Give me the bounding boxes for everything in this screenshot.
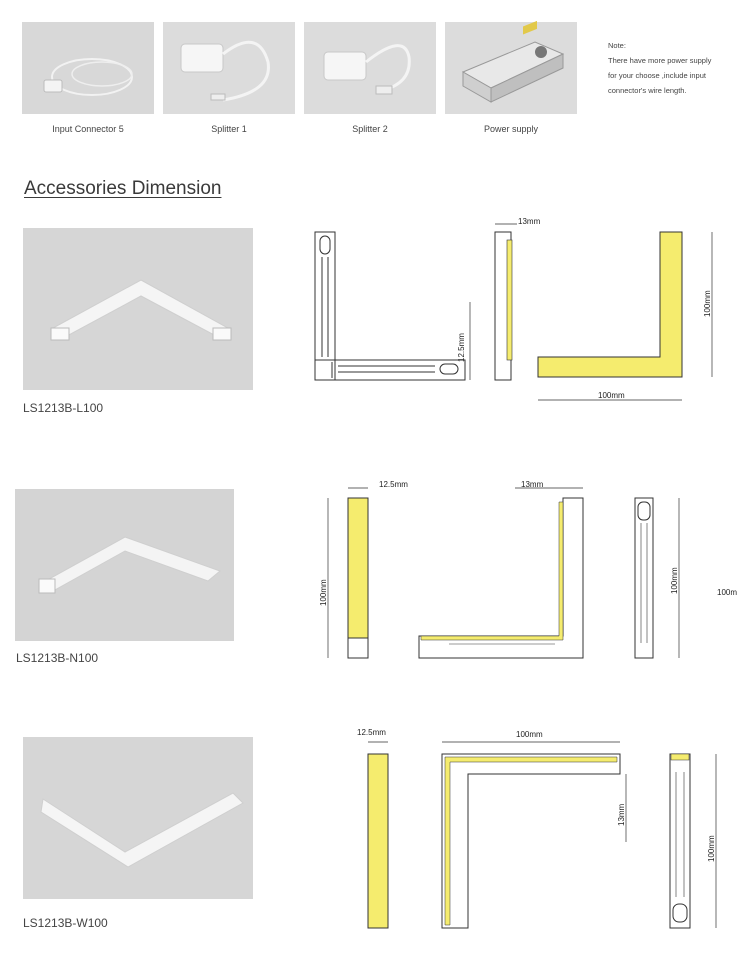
caption-splitter-1: Splitter 1 bbox=[211, 124, 247, 134]
splitter-icon bbox=[163, 22, 295, 114]
n100-photo bbox=[15, 489, 234, 641]
note-title: Note: bbox=[608, 41, 626, 50]
dim-width-a: 12.5mm bbox=[357, 728, 386, 737]
note-line: for your choose ,include input bbox=[608, 71, 706, 80]
corner-connector-icon bbox=[23, 228, 253, 390]
w100-photo bbox=[23, 737, 253, 899]
input-connector-photo bbox=[22, 22, 154, 114]
corner-connector-icon bbox=[15, 489, 234, 641]
dim-height-a: 100mm bbox=[319, 579, 328, 606]
dim-height-b: 100mm bbox=[670, 567, 679, 594]
model-name-n100: LS1213B-N100 bbox=[16, 651, 99, 665]
note-line: connector's wire length. bbox=[608, 86, 687, 95]
power-supply-photo bbox=[445, 22, 577, 114]
dim-side-height: 12.5mm bbox=[457, 333, 466, 362]
dim-side: 13mm bbox=[617, 803, 626, 826]
dim-length-h: 100mm bbox=[516, 730, 543, 739]
model-name-w100: LS1213B-W100 bbox=[23, 916, 108, 930]
dim-length-h: 100mm bbox=[598, 391, 625, 400]
l100-photo bbox=[23, 228, 253, 390]
splitter-icon bbox=[304, 22, 436, 114]
dim-length-v: 100mm bbox=[703, 290, 712, 317]
dim-height: 100mm bbox=[707, 835, 716, 862]
splitter-2-photo bbox=[304, 22, 436, 114]
caption-power-supply: Power supply bbox=[483, 124, 539, 134]
model-name-l100: LS1213B-L100 bbox=[23, 401, 104, 415]
note-block bbox=[608, 38, 711, 98]
dim-top-width: 13mm bbox=[518, 217, 541, 226]
n100-drawing bbox=[315, 478, 738, 678]
caption-splitter-2: Splitter 2 bbox=[352, 124, 388, 134]
power-supply-icon bbox=[445, 22, 577, 114]
cable-icon bbox=[22, 22, 154, 114]
note-line: There have more power supply bbox=[608, 56, 712, 65]
l100-drawing bbox=[310, 212, 730, 412]
splitter-1-photo bbox=[163, 22, 295, 114]
corner-connector-icon bbox=[23, 737, 253, 899]
dim-width-b: 13mm bbox=[521, 480, 544, 489]
dim-width-a: 12.5mm bbox=[379, 480, 408, 489]
w100-drawing bbox=[350, 722, 750, 942]
dim-extra: 100m bbox=[717, 588, 738, 597]
section-title: Accessories Dimension bbox=[24, 178, 222, 199]
caption-input-connector: Input Connector 5 bbox=[52, 124, 124, 134]
